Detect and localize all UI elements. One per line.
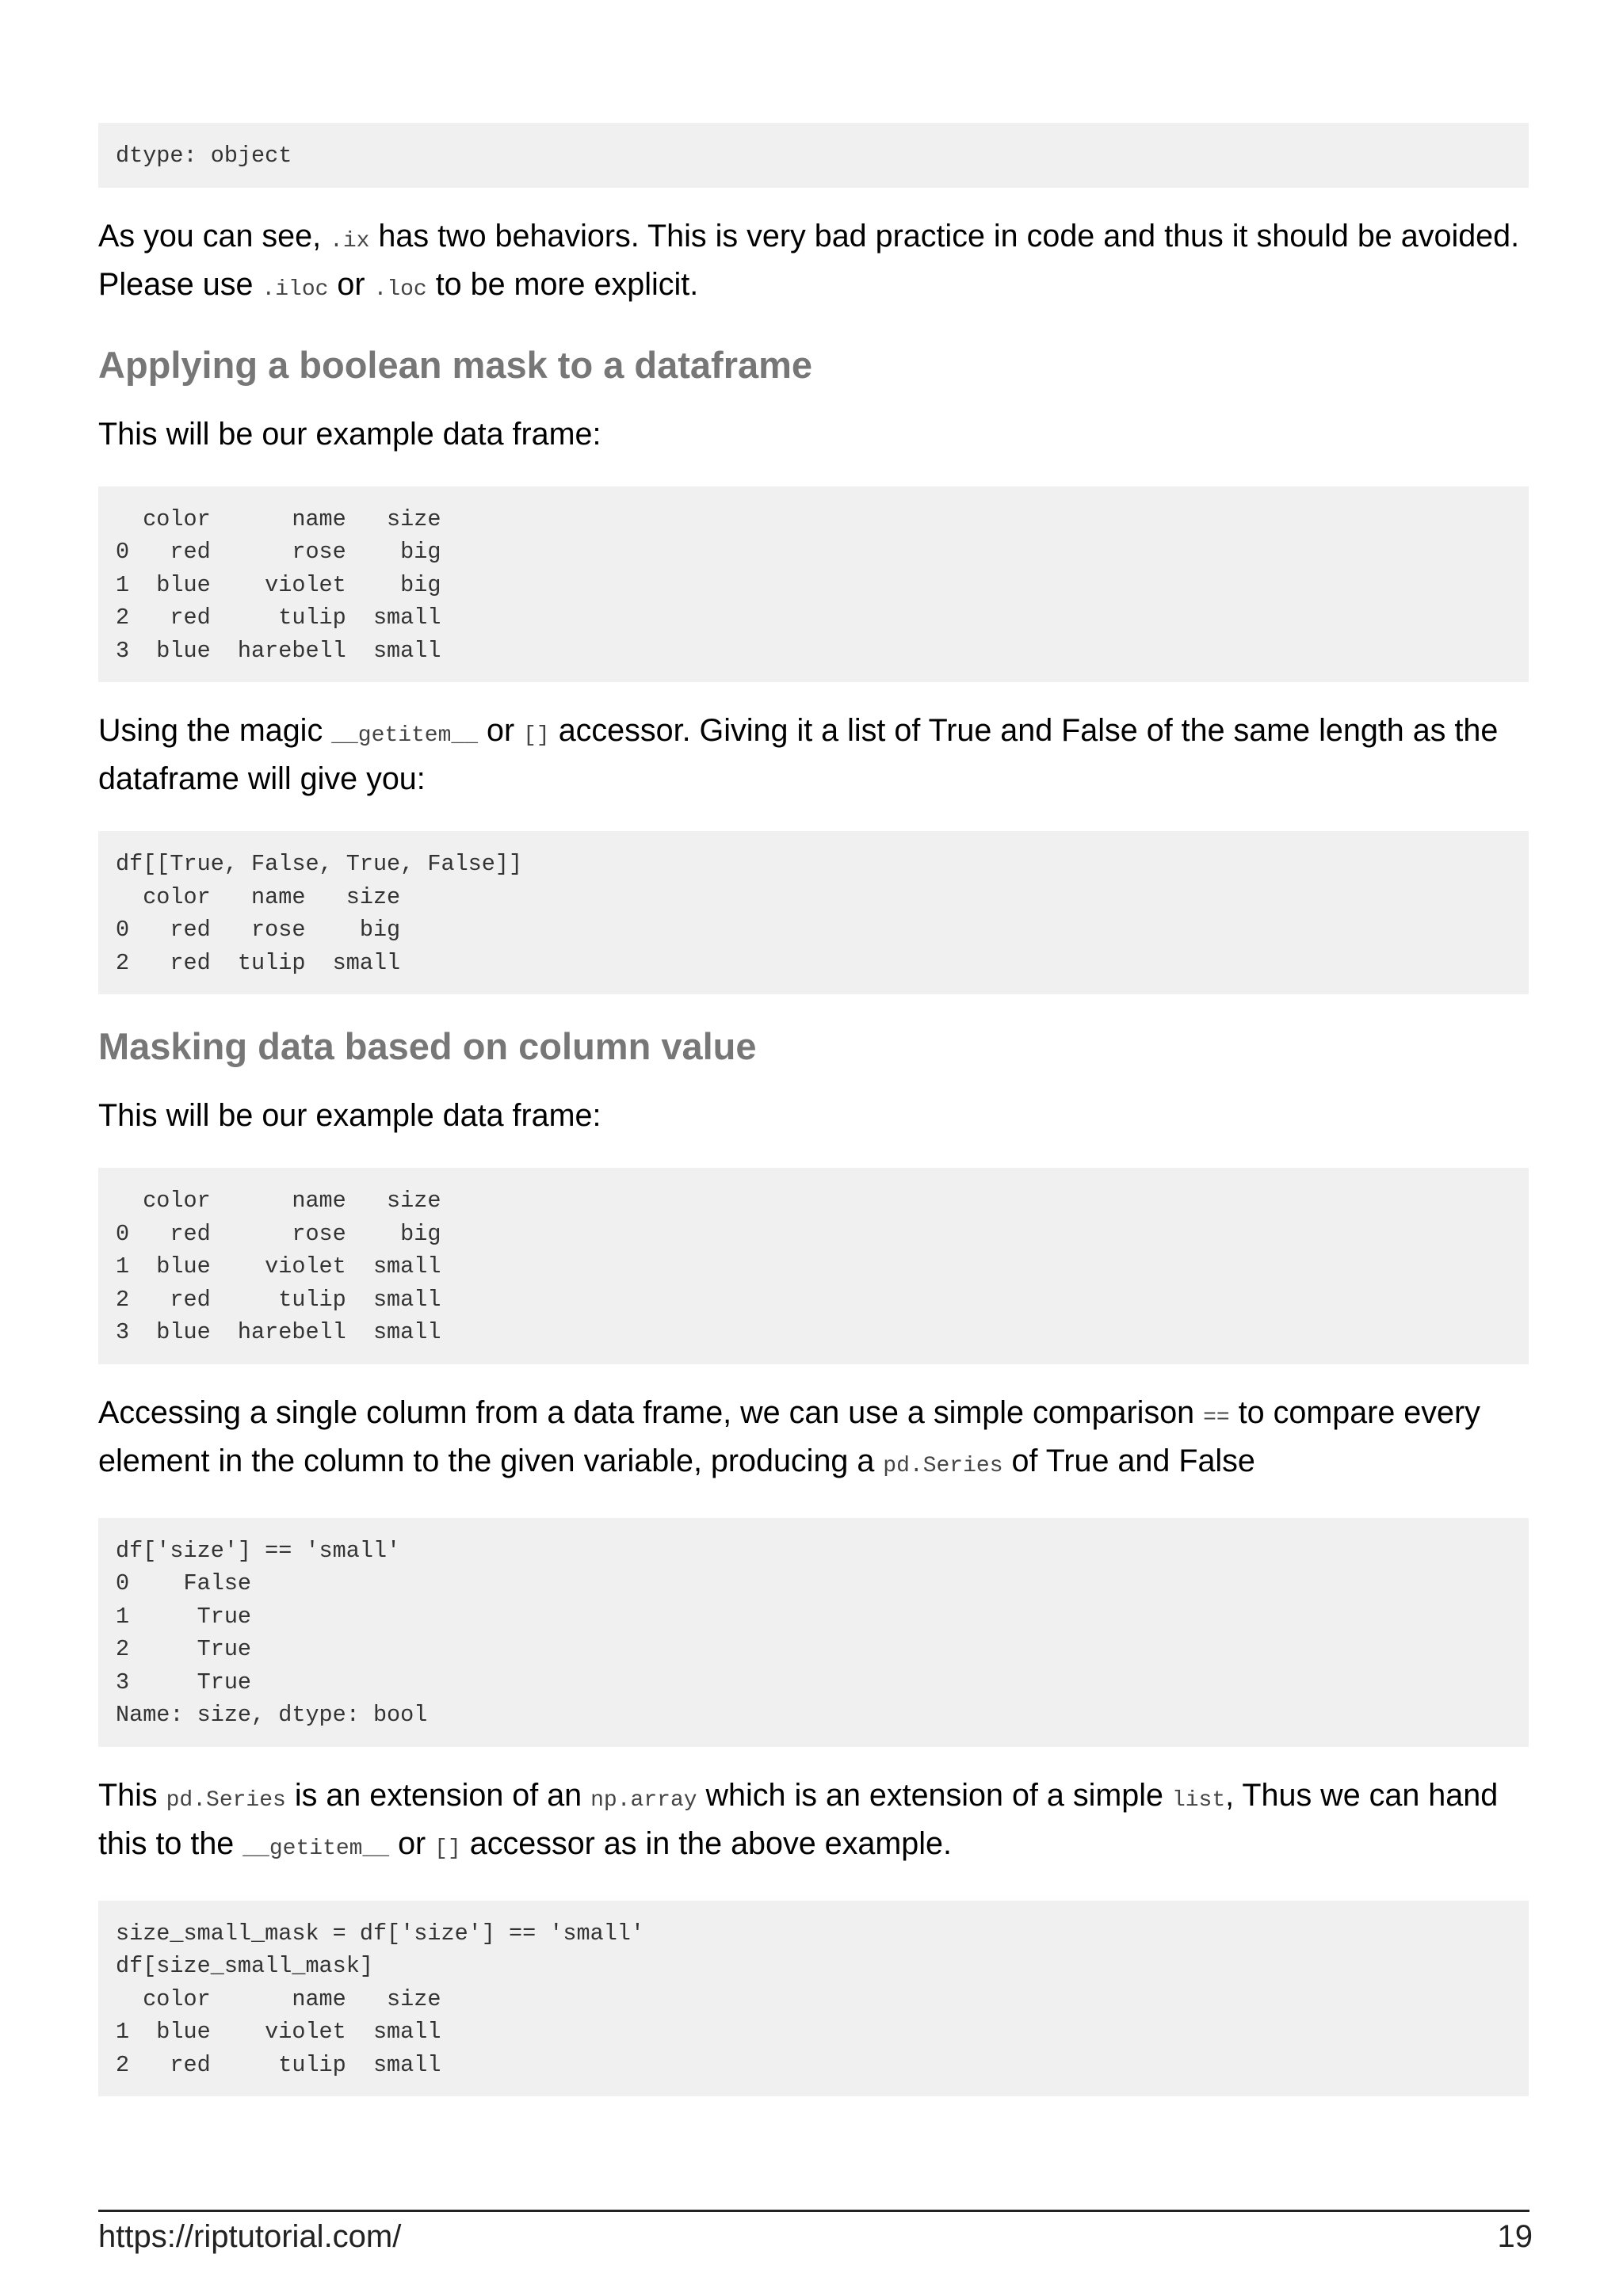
inline-code: list	[1171, 1787, 1226, 1813]
code-line: 1 blue violet small	[116, 2019, 441, 2045]
code-line: 2 red tulip small	[116, 605, 441, 631]
text-run: accessor as in the above example.	[460, 1825, 952, 1861]
document-content	[98, 123, 1529, 2096]
text-run: accessor. Giving it a list of True and False of the same length as the dataframe will give you:	[98, 713, 1499, 796]
section-heading: Applying a boolean mask to a dataframe	[98, 343, 813, 386]
paragraph	[98, 215, 1529, 311]
code-line: 2 red tulip small	[116, 949, 401, 976]
text-run: has two behaviors. This is very bad practice in code and thus it should be avoided. Please use	[98, 218, 1520, 302]
code-line: 0 red rose big	[116, 1220, 441, 1247]
code-line: 1 blue violet big	[116, 571, 441, 598]
text-run: Accessing a single column from a data frame, we can use a simple comparison	[98, 1394, 1204, 1430]
code-line: 0 red rose big	[116, 917, 401, 943]
text-run: This	[98, 1777, 166, 1813]
code-line: dtype: object	[116, 143, 292, 169]
text-run: As you can see,	[98, 218, 330, 254]
code-line: 1 blue violet small	[116, 1253, 441, 1280]
code-line: color name size	[116, 1188, 441, 1214]
text-run: or	[389, 1825, 435, 1861]
inline-code: []	[523, 723, 550, 748]
footer-url[interactable]: https://riptutorial.com/	[98, 2219, 402, 2254]
text-run: is an extension of an	[285, 1777, 591, 1813]
paragraph	[98, 1774, 1529, 1871]
code-line: Name: size, dtype: bool	[116, 1702, 428, 1728]
inline-code: __getitem__	[242, 1836, 390, 1861]
page-number: 19	[1497, 2219, 1533, 2254]
inline-code: .ix	[330, 228, 370, 254]
footer-divider	[98, 2210, 1529, 2212]
inline-code: pd.Series	[166, 1787, 286, 1813]
text-run: which is an extension of a simple	[697, 1777, 1172, 1813]
code-line: color name size	[116, 883, 401, 910]
text-run: to be more explicit.	[426, 266, 699, 302]
text-run: This will be our example data frame:	[98, 1098, 601, 1133]
text-run: to compare every element in the column to the given variable, producing a	[98, 1394, 1480, 1478]
inline-code: ==	[1203, 1405, 1230, 1430]
code-line: 0 False	[116, 1570, 252, 1596]
code-line: 3 True	[116, 1669, 252, 1695]
paragraph	[98, 1094, 1529, 1138]
code-block	[98, 1168, 1529, 1364]
text-run: Using the magic	[98, 713, 332, 748]
code-block	[98, 123, 1529, 188]
code-line: color name size	[116, 1985, 441, 2012]
text-run: or	[328, 266, 374, 302]
code-line: 2 True	[116, 1636, 252, 1662]
code-block	[98, 831, 1529, 994]
code-line: 1 True	[116, 1603, 252, 1630]
code-block	[98, 1901, 1529, 2097]
section-heading: Masking data based on column value	[98, 1025, 757, 1067]
code-block	[98, 1518, 1529, 1747]
code-block	[98, 486, 1529, 683]
code-line: 2 red tulip small	[116, 1286, 441, 1313]
code-line: df[size_small_mask]	[116, 1953, 373, 1979]
inline-code: pd.Series	[883, 1453, 1003, 1478]
paragraph	[98, 709, 1529, 801]
text-run: This will be our example data frame:	[98, 416, 601, 452]
code-line: 0 red rose big	[116, 539, 441, 565]
code-line: df['size'] == 'small'	[116, 1537, 401, 1564]
code-line: 3 blue harebell small	[116, 637, 441, 664]
paragraph	[98, 413, 1529, 456]
paragraph	[98, 1391, 1529, 1488]
inline-code: []	[434, 1836, 461, 1861]
code-line: 2 red tulip small	[116, 2051, 441, 2078]
code-line: df[[True, False, True, False]]	[116, 851, 523, 877]
code-line: size_small_mask = df['size'] == 'small'	[116, 1920, 645, 1947]
inline-code: __getitem__	[331, 723, 479, 748]
text-run: of True and False	[1002, 1443, 1255, 1478]
code-line: 3 blue harebell small	[116, 1319, 441, 1345]
text-run: or	[478, 713, 524, 748]
code-line: color name size	[116, 505, 441, 532]
text-run: , Thus we can hand this to the	[98, 1777, 1499, 1861]
inline-code: .iloc	[262, 277, 329, 302]
inline-code: .loc	[373, 277, 427, 302]
inline-code: np.array	[590, 1787, 697, 1813]
